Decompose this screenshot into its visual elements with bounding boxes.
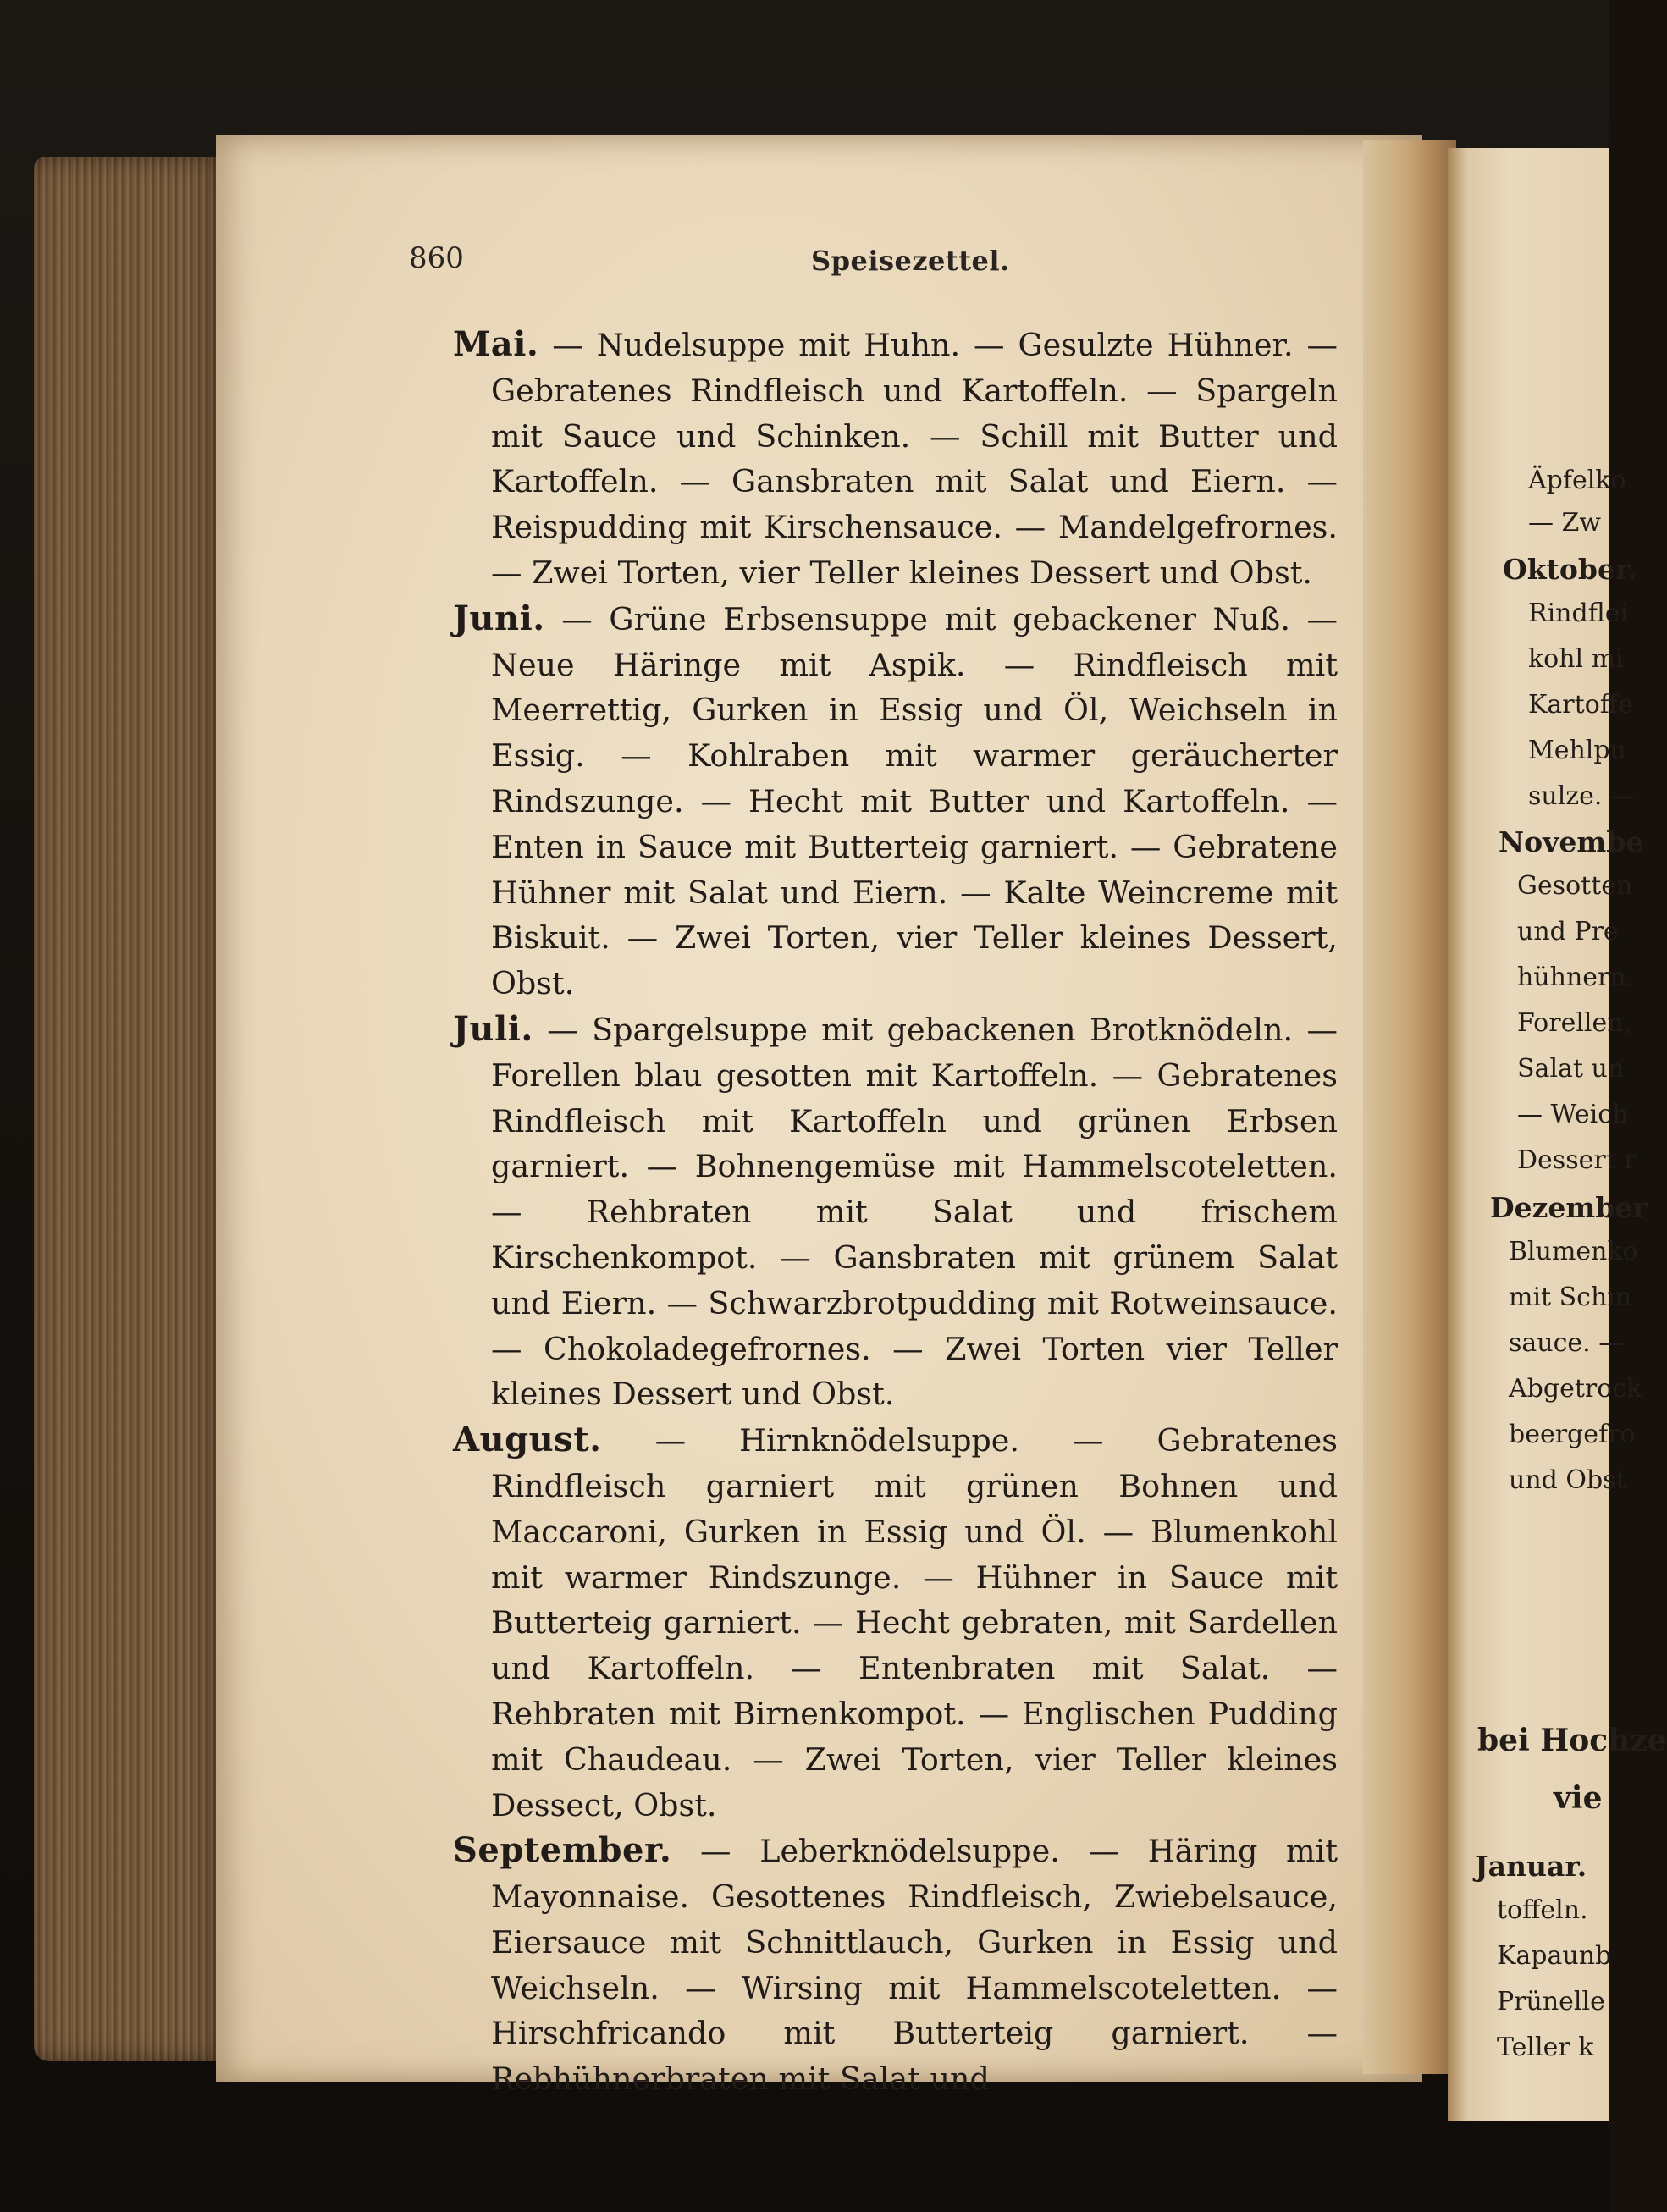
fragment-line: Mehlpu — [1528, 736, 1626, 765]
fragment-line: Salat un — [1517, 1054, 1625, 1084]
book-page-edges — [34, 157, 224, 2061]
fragment-month-heading: Novembe — [1499, 825, 1644, 858]
fragment-line: hühnern. — [1517, 963, 1635, 992]
fragment-line: Äpfelko — [1528, 466, 1626, 495]
fragment-line: Forellen, — [1517, 1008, 1632, 1038]
fragment-line: Abgetrock — [1509, 1374, 1642, 1404]
month-heading: September. — [453, 1830, 672, 1871]
menu-entry-juli — [453, 1007, 1338, 1417]
fragment-heading: vie — [1554, 1780, 1603, 1816]
page-number: 860 — [409, 241, 464, 275]
menu-entry-text: — Grüne Erbsensuppe mit gebackener Nuß. — Neue Häringe mit Aspik. — Rindfleisch mit Meerrettig, Gurken in Essig und Öl, Weichseln in Essig. — Kohlraben mit warmer geräucherter Rindszunge. — Hecht mit Butter und Kartoffeln. — Enten in Sauce mit Butterteig garniert. — Gebratene Hühner mit Salat und Eiern. — Kalte Weincreme mit Biskuit. — Zwei Torten, vier Teller kleines Dessert, Obst. — [491, 600, 1338, 1002]
running-title: Speisezettel. — [811, 245, 1010, 277]
right-page-fragment — [1448, 148, 1667, 2121]
month-heading: Juni. — [453, 598, 545, 638]
book-gutter — [1363, 140, 1456, 2074]
fragment-line: Kapaunb — [1497, 1941, 1612, 1971]
fragment-line: Rindflei — [1528, 599, 1629, 628]
month-heading: Mai. — [453, 324, 539, 364]
fragment-line: mit Schin — [1509, 1283, 1632, 1312]
menu-entry-text: — Hirnknödelsuppe. — Gebratenes Rindfleisch garniert mit grünen Bohnen und Maccaroni, Gurken in Essig und Öl. — Blumenkohl mit warmer Rindszunge. — Hühner in Sauce mit Butterteig garniert. — Hecht gebraten, mit Sardellen und Kartoffeln. — Entenbraten mit Salat. — Rehbraten mit Birnenkompot. — Englischen Pudding mit Chaudeau. — Zwei Torten, vier Teller kleines Dessect, Obst. — [491, 1422, 1338, 1823]
fragment-line: und Pre — [1517, 917, 1619, 946]
fragment-month-heading: Januar. — [1475, 1850, 1587, 1883]
fragment-line: Prünelle — [1497, 1987, 1605, 2016]
menu-entry-text: — Nudelsuppe mit Huhn. — Gesulzte Hühner. — Gebratenes Rindfleisch und Kartoffeln. — Spargeln mit Sauce und Schinken. — Schill mit Butter und Kartoffeln. — Gansbraten mit Salat und Eiern. — Reispudding mit Kirschensauce. — Mandelgefrornes. — Zwei Torten, vier Teller kleines Dessert und Obst. — [491, 327, 1338, 591]
fragment-line: kohl mi — [1528, 644, 1624, 674]
fragment-line: toffeln. — [1497, 1895, 1588, 1925]
menu-text — [453, 322, 1338, 2102]
fragment-heading: bei Hochze — [1477, 1723, 1667, 1758]
fragment-month-heading: Oktober. — [1503, 553, 1637, 586]
fragment-line: Kartoffe — [1528, 690, 1633, 720]
menu-entry-august — [453, 1417, 1338, 1828]
menu-entry-mai — [453, 322, 1338, 596]
fragment-line: Gesotten — [1517, 871, 1633, 901]
fragment-month-heading: Dezember — [1490, 1191, 1648, 1224]
fragment-line: sauce. — — [1509, 1328, 1625, 1358]
fragment-line: — Weich — [1517, 1100, 1629, 1129]
menu-entry-text: — Leberknödelsuppe. — Häring mit Mayonnaise. Gesottenes Rindfleisch, Zwiebelsauce, Eiersauce mit Schnittlauch, Gurken in Essig und Weichseln. — Wirsing mit Hammelscoteletten. — Hirschfricando mit Butterteig garniert. — Rebhühnerbraten mit Salat und — [491, 1833, 1338, 2098]
fragment-line: sulze. — — [1528, 781, 1636, 811]
menu-entry-juni — [453, 596, 1338, 1007]
fragment-line: Blumenko — [1509, 1237, 1638, 1266]
fragment-line: Dessert r — [1517, 1145, 1637, 1175]
page-header — [409, 241, 1332, 284]
fragment-line: — Zw — [1528, 508, 1602, 538]
fragment-line: und Obst — [1509, 1465, 1626, 1495]
month-heading: Juli. — [453, 1008, 533, 1049]
month-heading: August. — [453, 1420, 602, 1460]
fragment-line: Teller k — [1497, 2033, 1594, 2062]
menu-entry-september — [453, 1828, 1338, 2102]
fragment-line: beergefro — [1509, 1420, 1636, 1449]
menu-entry-text: — Spargelsuppe mit gebackenen Brotknödeln. — Forellen blau gesotten mit Kartoffeln. — Gebratenes Rindfleisch mit Kartoffeln und grünen Erbsen garniert. — Bohnengemüse mit Hammelscoteletten. — Rehbraten mit Salat und frischem Kirschenkompot. — Gansbraten mit grünem Salat und Eiern. — Schwarzbrotpudding mit Rotweinsauce. — Chokoladegefrornes. — Zwei Torten vier Teller kleines Dessert und Obst. — [491, 1011, 1338, 1413]
